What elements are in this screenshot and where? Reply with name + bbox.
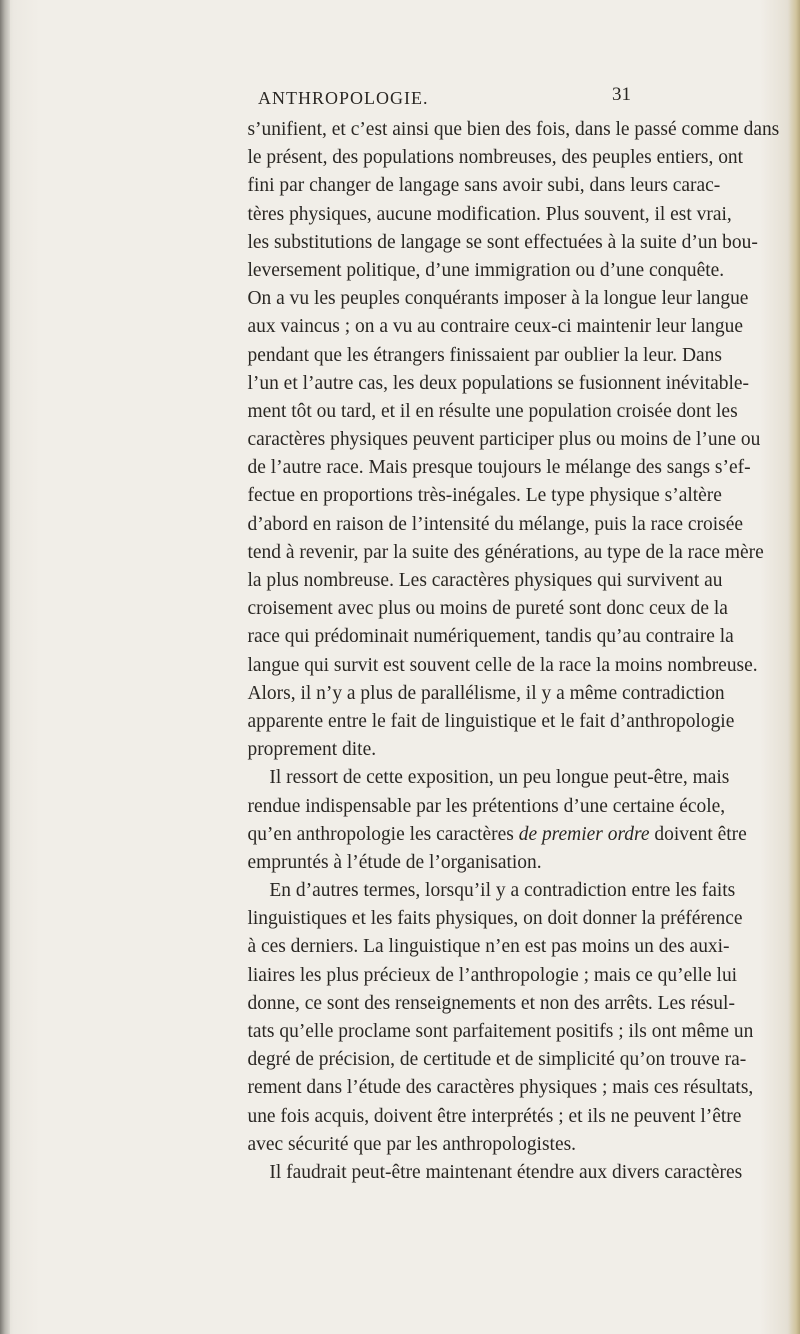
text-line: apparente entre le fait de linguistique et le fait d’anthropologie [247, 710, 735, 732]
text-line: rendue indispensable par les prétentions d’une certaine école, [247, 795, 726, 817]
text-line: Il faudrait peut-être maintenant étendre aux divers caractères [269, 1161, 743, 1183]
text-line: langue qui survit est souvent celle de la race la moins nombreuse. [247, 654, 758, 676]
text-line: une fois acquis, doivent être interprétés ; et ils ne peuvent l’être [247, 1105, 742, 1127]
page-gutter-shadow [0, 0, 10, 1334]
text-line: caractères physiques peuvent participer plus ou moins de l’une ou [247, 429, 761, 451]
text-line: liaires les plus précieux de l’anthropologie ; mais ce qu’elle lui [247, 964, 738, 986]
text-line: linguistiques et les faits physiques, on doit donner la préférence [247, 908, 743, 930]
text-line: fectue en proportions très-inégales. Le type physique s’altère [247, 485, 722, 507]
text-line: la plus nombreuse. Les caractères physiques qui survivent au [247, 570, 723, 591]
text-line: croisement avec plus ou moins de pureté sont donc ceux de la [247, 598, 728, 620]
running-head [0, 84, 800, 114]
text-line: pendant que les étrangers finissaient par oublier la leur. Dans [247, 344, 722, 366]
text-line: race qui prédominait numériquement, tandis qu’au contraire la [247, 626, 734, 648]
text-line: rement dans l’étude des caractères physiques ; mais ces résultats, [247, 1077, 754, 1099]
italic-emphasis: de premier ordre [518, 823, 650, 845]
text-line: à ces derniers. La linguistique n’en est pas moins un des auxi- [247, 936, 730, 958]
body-text [247, 116, 780, 1187]
text-line: aux vaincus ; on a vu au contraire ceux-ci maintenir leur langue [247, 316, 743, 338]
text-line: On a vu les peuples conquérants imposer à la longue leur langue [247, 288, 749, 310]
text-line: ment tôt ou tard, et il en résulte une population croisée dont les [247, 400, 738, 422]
text-line: tères physiques, aucune modification. Plus souvent, il est vrai, [247, 203, 732, 225]
text-line: proprement dite. [247, 739, 377, 761]
text-line: Alors, il n’y a plus de parallélisme, il y a même contradiction [247, 682, 725, 704]
text-line: de l’autre race. Mais presque toujours le mélange des sangs s’ef- [247, 457, 751, 479]
text-line: le présent, des populations nombreuses, des peuples entiers, ont [247, 147, 744, 169]
text-line: Il ressort de cette exposition, un peu longue peut-être, mais [269, 767, 730, 789]
page-edge-discoloration [788, 0, 800, 1334]
text-line: tats qu’elle proclame sont parfaitement positifs ; ils ont même un [247, 1021, 754, 1042]
text-line: empruntés à l’étude de l’organisation. [247, 851, 542, 873]
text-line: fini par changer de langage sans avoir subi, dans leurs carac- [247, 175, 721, 197]
text-segment: qu’en anthropologie les caractères [247, 823, 519, 845]
text-line: s’unifient, et c’est ainsi que bien des fois, dans le passé comme dans [247, 119, 780, 140]
text-line: degré de précision, de certitude et de simplicité qu’on trouve ra- [247, 1049, 747, 1071]
running-title: ANTHROPOLOGIE. [258, 88, 429, 108]
text-line-with-italic [247, 821, 747, 849]
text-line: leversement politique, d’une immigration ou d’une conquête. [247, 259, 725, 281]
text-line: donne, ce sont des renseignements et non des arrêts. Les résul- [247, 992, 735, 1014]
page-number: 31 [612, 84, 631, 105]
text-line: l’un et l’autre cas, les deux populations se fusionnent inévitable- [247, 372, 749, 394]
text-line: les substitutions de langage se sont effectuées à la suite d’un bou- [247, 231, 758, 253]
text-line: avec sécurité que par les anthropologistes. [247, 1133, 577, 1155]
text-line: d’abord en raison de l’intensité du mélange, puis la race croisée [247, 513, 744, 535]
text-line: tend à revenir, par la suite des générations, au type de la race mère [247, 541, 764, 563]
text-segment: doivent être [649, 823, 747, 845]
text-line: En d’autres termes, lorsqu’il y a contradiction entre les faits [269, 880, 736, 902]
